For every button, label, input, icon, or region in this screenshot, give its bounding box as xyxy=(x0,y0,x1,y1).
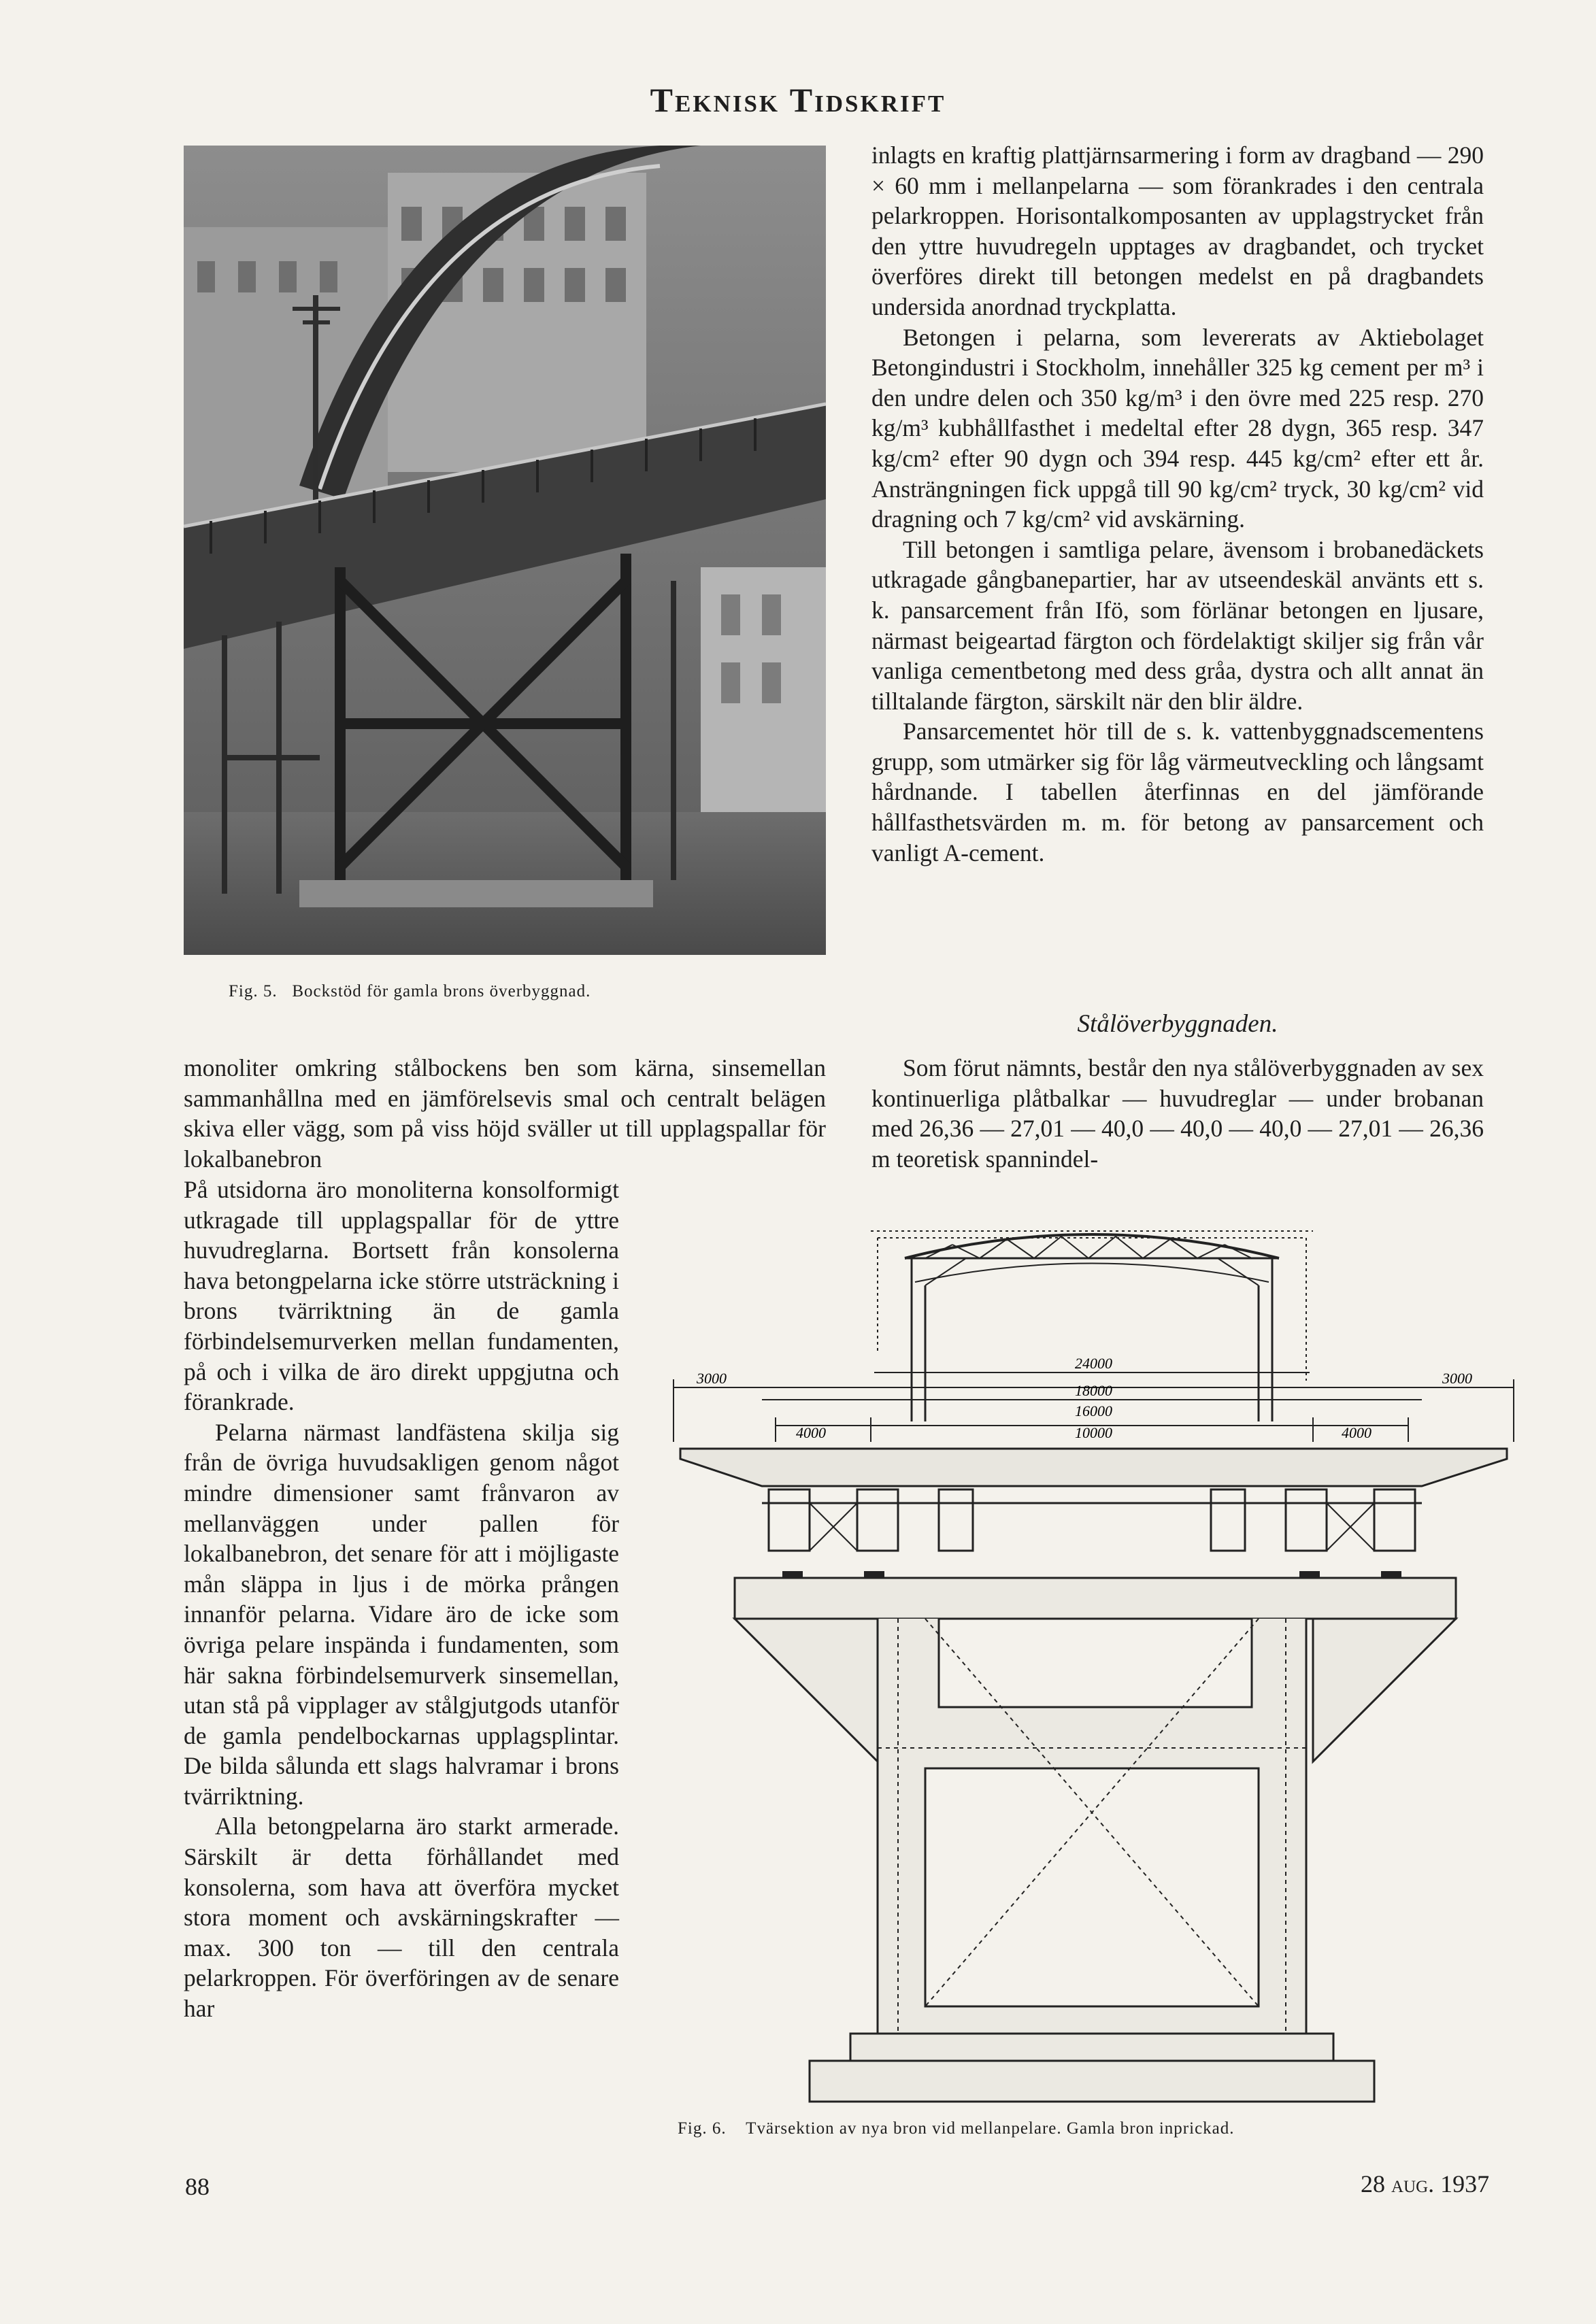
left-paragraph-1: monoliter omkring stålbockens ben som kärna, sinsemellan sammanhållna med en jämförelsevis smal och centralt belägen skiva eller vägg, som på viss höjd sväller ut till upplagspallar för lokalbanebron xyxy=(184,1054,826,1173)
fig6-caption xyxy=(678,2119,1235,2138)
right-paragraph-3: Till betongen i samtliga pelare, ävensom i brobanedäckets utkragade gångbanepartier, har av utseendeskäl använts ett s. k. pansarcement från Ifö, som förlänar betongen en ljusare, närmast beigeartad färgton och fördelaktigt skiljer sig från vår vanliga cementbetong med dess gråa, dystra och allt annat än tilltalande färgton, särskilt när den blir äldre. xyxy=(871,535,1484,715)
fig5-caption-label: Fig. 5. xyxy=(229,982,278,1000)
fig5-photo xyxy=(184,146,826,955)
left-column-narrow xyxy=(184,1175,619,2024)
dim-3000-right: 3000 xyxy=(1442,1370,1472,1387)
fig6-drawing xyxy=(653,1217,1537,2108)
dim-24000: 24000 xyxy=(1075,1355,1112,1372)
right-column-text xyxy=(871,140,1484,868)
fig6-caption-text: Tvärsektion av nya bron vid mellanpelare. Gamla bron inprickad. xyxy=(746,2119,1235,2138)
page-number: 88 xyxy=(185,2173,210,2200)
dim-4000-right: 4000 xyxy=(1342,1424,1371,1441)
section-heading: Stålöverbyggnaden. xyxy=(1077,1010,1278,1038)
right-column-section xyxy=(871,1053,1484,1174)
cross-section-svg xyxy=(653,1217,1537,2108)
dim-18000: 18000 xyxy=(1075,1382,1112,1399)
dim-3000-left: 3000 xyxy=(697,1370,727,1387)
right-paragraph-4: Pansarcementet hör till de s. k. vattenbyggnadscementens grupp, som utmärker sig för låg värmeutveckling och långsamt hårdnande. I tabellen återfinnas en del jämförande hållfasthetsvärden m. m. för betong av pansarcement och vanligt A-cement. xyxy=(871,718,1484,866)
left-paragraph-2: Pelarna närmast landfästena skilja sig från de övriga huvudsakligen genom något mindre dimensioner samt frånvaron av mellanväggen under pallen för lokalbanebron, det senare för att i möjligaste mån släppa in ljus i de mörka prången innanför pelarna. Vidare äro de icke som övriga pelare inspända i fundamenten, som här sakna förbindelsemurverk sinsemellan, utan stå på vipplager av stålgjutgods utanför de gamla pendelbockarnas upplagsplintar. De bilda sålunda ett slags halvramar i brons tvärriktning. xyxy=(184,1418,619,1810)
dim-4000-left: 4000 xyxy=(796,1424,826,1441)
right-paragraph-2: Betongen i pelarna, som levererats av Aktiebolaget Betongindustri i Stockholm, innehåller 325 kg cement per m³ i den undre delen och 350 kg/m³ i den övre med 225 resp. 270 kg/m³ kubhållfasthet i medeltal efter 28 dygn, 365 resp. 347 kg/cm² efter 90 dygn och 394 resp. 445 kg/cm² efter ett år. Ansträngningen fick uppgå till 90 kg/cm² tryck, 30 kg/cm² vid dragning och 7 kg/cm² vid avskärning. xyxy=(871,323,1484,533)
dim-16000: 16000 xyxy=(1075,1402,1112,1419)
left-paragraph-3: Alla betongpelarna äro starkt armerade. Särskilt är detta förhållandet med konsolerna, som hava att överföra mycket stora moment och avskärningskrafter — max. 300 ton — till den centrala pelarkroppen. För överföringen av de senare har xyxy=(184,1813,619,2023)
section-paragraph: Som förut nämnts, består den nya stålöverbyggnaden av sex kontinuerliga plåtbalkar — huvudreglar — under brobanan med 26,36 — 27,01 — 40,0 — 40,0 — 40,0 — 27,01 — 26,36 m teoretisk spannindel- xyxy=(871,1054,1484,1173)
fig5-caption-text: Bockstöd för gamla brons överbyggnad. xyxy=(292,982,591,1000)
journal-title: Teknisk Tidskrift xyxy=(650,81,946,119)
fig6-caption-label: Fig. 6. xyxy=(678,2119,727,2138)
right-paragraph-1: inlagts en kraftig plattjärnsarmering i form av dragband — 290 × 60 mm i mellanpelarna — som förankrades i den centrala pelarkroppen. Horisontalkomposanten av upplagstrycket från den yttre huvudregeln upptages av dragbandet, och trycket överföres direkt till betongen medelst en på dragbandets undersida anordnad tryckplatta. xyxy=(871,141,1484,320)
issue-date: 28 aug. 1937 xyxy=(1361,2170,1490,2197)
left-paragraph-1b: På utsidorna äro monoliterna konsolformigt utkragade till upplagspallar för de yttre huvudreglarna. Bortsett från konsolerna hava betongpelarna icke större utsträckning i brons tvärriktning än de gamla förbindelsemurverken mellan fundamenten, på och i vilka de äro direkt uppgjutna och förankrade. xyxy=(184,1176,619,1416)
fig5-caption xyxy=(229,982,591,1001)
left-column-top xyxy=(184,1053,826,1174)
bridge-photo-illustration xyxy=(184,146,826,955)
dim-10000: 10000 xyxy=(1075,1424,1112,1441)
